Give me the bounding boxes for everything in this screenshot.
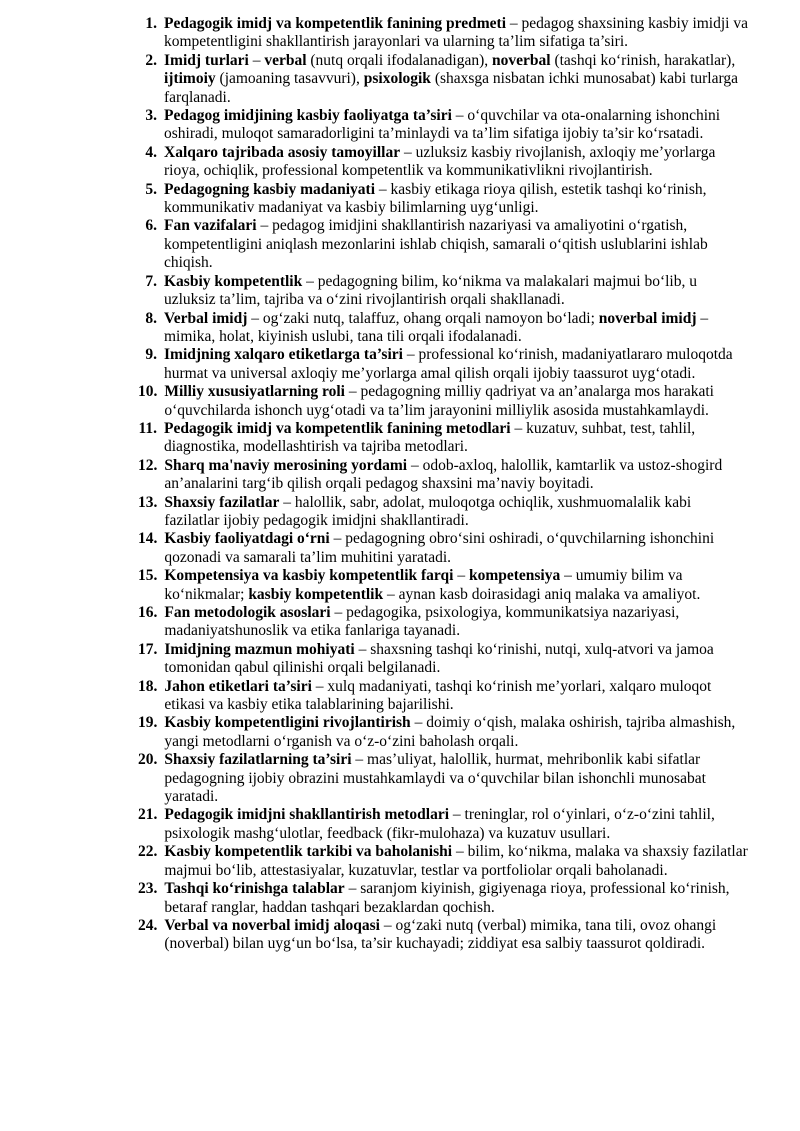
item-number: 17.	[138, 640, 158, 658]
item-text	[164, 714, 748, 751]
text-segment: – pedagog imidjini shakllantirish nazariyasi va amaliyotini oʻrgatish, kompetentligini aniqlash mezonlarini ishlab chiqish, samarali oʻqitish uslublarini ishlab chiqish.	[164, 217, 708, 272]
text-segment: (jamoaning tasavvuri),	[215, 70, 364, 88]
text-segment: – xulq madaniyati, tashqi koʻrinish me’yorlari, xalqaro muloqot etikasi va kasbiy etika talablarining bajarilishi.	[164, 677, 712, 714]
text-segment: – bilim, koʻnikma, malaka va shaxsiy fazilatlar majmui boʻlib, attestasiyalar, kuzatuvlar, testlar va portfoliolar orqali baholanadi.	[164, 843, 748, 879]
item-text	[164, 420, 748, 457]
text-segment: – halollik, sabr, adolat, muloqotga ochiqlik, xushmuomalalik kabi fazilatlar ijobiy pedagogik imidjni shakllantiradi.	[164, 493, 692, 529]
list-item	[138, 678, 748, 715]
term-bold: Fan vazifalari	[164, 217, 257, 235]
term-bold: Sharq ma'naviy merosining yordami	[164, 456, 408, 474]
text-segment: – ogʻzaki nutq, talaffuz, ohang orqali namoyon boʻladi;	[247, 309, 599, 327]
text-segment: – uzluksiz kasbiy rivojlanish, axloqiy me’yorlarga rioya, ochiqlik, professional kompetentlik va kommunikativlikni rivojlantirish.	[164, 143, 716, 180]
term-bold: Pedagogning kasbiy madaniyati	[164, 180, 376, 198]
term-bold: Imidj turlari	[164, 51, 249, 69]
item-number: 7.	[145, 272, 157, 290]
item-number: 12.	[138, 456, 158, 474]
text-segment: –	[453, 567, 469, 585]
text-segment: – pedagogning bilim, koʻnikma va malakalari majmui boʻlib, u uzluksiz ta’lim, tajriba va oʻzini rivojlantirish orqali shakllanadi.	[164, 272, 697, 309]
term-bold: Xalqaro tajribada asosiy tamoyillar	[164, 143, 401, 161]
item-text	[164, 494, 748, 531]
item-number: 8.	[145, 309, 157, 327]
item-text	[164, 383, 748, 420]
term-bold: Pedagogik imidjni shakllantirish metodlari	[164, 806, 450, 824]
item-number: 3.	[145, 107, 157, 125]
item-number: 23.	[138, 880, 158, 898]
term-bold: Tashqi koʻrinishga talablar	[164, 880, 345, 898]
item-text	[164, 107, 748, 144]
item-text	[164, 273, 748, 310]
item-text	[164, 457, 748, 494]
item-text	[164, 530, 748, 567]
term-bold: Verbal va noverbal imidj aloqasi	[164, 916, 380, 934]
list-item	[138, 217, 748, 272]
list-item	[138, 383, 748, 420]
text-segment: – shaxsning tashqi koʻrinishi, nutqi, xulq-atvori va jamoa tomonidan qabul qilinishi orqali belgilanadi.	[164, 640, 714, 677]
text-segment: (nutq orqali ifodalanadigan),	[306, 51, 493, 69]
term-bold: kasbiy kompetentlik	[248, 585, 384, 603]
item-number: 10.	[138, 383, 158, 401]
text-segment: – doimiy oʻqish, malaka oshirish, tajriba almashish, yangi metodlarni oʻrganish va oʻz-oʻzini baholash orqali.	[164, 714, 736, 750]
list-item	[138, 880, 748, 917]
term-bold: Shaxsiy fazilatlar	[164, 493, 280, 511]
item-text	[164, 843, 748, 880]
item-text	[164, 678, 748, 715]
term-bold: noverbal	[492, 51, 551, 69]
list-item	[138, 144, 748, 181]
term-bold: Kasbiy kompetentligini rivojlantirish	[164, 714, 411, 732]
term-bold: psixologik	[363, 70, 431, 88]
item-text	[164, 880, 748, 917]
item-text	[164, 15, 748, 52]
list-item	[138, 806, 748, 843]
text-segment: – pedagogning obroʻsini oshiradi, oʻquvchilarning ishonchini qozonadi va samarali ta’lim muhitini yaratadi.	[164, 530, 715, 566]
item-text	[164, 567, 748, 604]
list-item	[138, 751, 748, 806]
item-text	[164, 144, 748, 181]
item-text	[164, 751, 748, 806]
item-number: 19.	[138, 714, 158, 732]
list-item	[138, 273, 748, 310]
list-item	[138, 714, 748, 751]
list-item	[138, 843, 748, 880]
term-bold: Pedagogik imidj va kompetentlik fanining predmeti	[164, 15, 507, 32]
text-segment: – umumiy bilim va koʻnikmalar;	[164, 567, 683, 603]
term-bold: Milliy xususiyatlarning roli	[164, 383, 345, 401]
text-segment: – kasbiy etikaga rioya qilish, estetik tashqi koʻrinish, kommunikativ madaniyat va kasbiy bilimlarning uygʻunligi.	[164, 180, 707, 217]
term-bold: verbal	[264, 51, 307, 69]
list-item	[138, 181, 748, 218]
text-segment: – pedagogning milliy qadriyat va an’analarga mos harakati oʻquvchilarda ishonch uygʻotadi va ta’lim jarayonini milliylik asosida mustahkamlaydi.	[164, 383, 714, 419]
list-item	[138, 567, 748, 604]
text-segment: – odob-axloq, halollik, kamtarlik va ustoz-shogird an’analarini targʻib qilish orqali pedagog shaxsini ma’naviy boyitadi.	[164, 456, 723, 493]
term-bold: noverbal imidj	[598, 309, 697, 327]
item-number: 14.	[138, 530, 158, 548]
item-text	[164, 217, 748, 272]
term-bold: Kasbiy faoliyatdagi oʻrni	[164, 530, 330, 548]
item-number: 20.	[138, 751, 158, 769]
item-number: 22.	[138, 843, 158, 861]
list-item	[138, 346, 748, 383]
list-item	[138, 457, 748, 494]
item-number: 6.	[145, 217, 157, 235]
term-bold: Shaxsiy fazilatlarning ta’siri	[164, 751, 352, 769]
item-number: 24.	[138, 916, 158, 934]
item-number: 16.	[138, 604, 158, 621]
text-segment: – kuzatuv, suhbat, test, tahlil, diagnostika, modellashtirish va tajriba metodlari.	[164, 419, 696, 456]
item-text	[164, 604, 748, 641]
list-item	[138, 107, 748, 144]
item-text	[164, 181, 748, 218]
item-number: 18.	[138, 677, 158, 695]
list-item	[138, 917, 748, 954]
text-segment: – ogʻzaki nutq (verbal) mimika, tana tili, ovoz ohangi (noverbal) bilan uygʻun boʻlsa, ta’sir kuchayadi; ziddiyat esa salbiy taassurot qoldiradi.	[164, 916, 717, 953]
item-text	[164, 310, 748, 347]
item-number: 13.	[138, 493, 158, 511]
text-segment: – aynan kasb doirasidagi aniq malaka va amaliyot.	[383, 585, 701, 603]
term-bold: Imidjning xalqaro etiketlarga ta’siri	[164, 346, 403, 364]
term-bold: Kompetensiya va kasbiy kompetentlik farqi	[164, 567, 454, 585]
text-segment: – mimika, holat, kiyinish uslubi, tana tili orqali ifodalanadi.	[164, 309, 709, 345]
text-segment: – professional koʻrinish, madaniyatlararo muloqotda hurmat va universal axloqiy me’yorlarga amal qilish orqali ijobiy taassurot uygʻotadi.	[164, 346, 733, 382]
term-bold: kompetensiya	[468, 567, 561, 585]
term-bold: Imidjning mazmun mohiyati	[164, 640, 355, 658]
list-item	[138, 530, 748, 567]
text-segment: – oʻquvchilar va ota-onalarning ishonchini oshiradi, muloqot samaradorligini ta’minlaydi va ta’lim sifatiga ijobiy ta’sir koʻrsatadi.	[164, 107, 721, 143]
list-item	[138, 15, 748, 52]
list-item	[138, 604, 748, 641]
item-text	[164, 917, 748, 954]
term-bold: Kasbiy kompetentlik tarkibi va baholanishi	[164, 843, 453, 861]
text-segment: – mas’uliyat, halollik, hurmat, mehribonlik kabi sifatlar pedagogning ijobiy obrazini mustahkamlaydi va oʻquvchilar bilan ishonchli munosabat yaratadi.	[164, 751, 706, 806]
text-segment: (tashqi koʻrinish, harakatlar),	[550, 51, 736, 69]
list-item	[138, 310, 748, 347]
item-number: 1.	[145, 15, 157, 32]
text-segment: –	[248, 51, 265, 69]
term-bold: Kasbiy kompetentlik	[164, 272, 303, 290]
text-segment: – saranjom kiyinish, gigiyenaga rioya, professional koʻrinish, betaraf ranglar, haddan tashqari bezaklardan qochish.	[164, 880, 730, 916]
text-segment: – pedagogika, psixologiya, kommunikatsiya nazariyasi, madaniyatshunoslik va etika fanlariga tayanadi.	[164, 604, 680, 640]
list-item	[138, 494, 748, 531]
item-number: 15.	[138, 567, 158, 585]
text-segment: (shaxsga nisbatan ichki munosabat) kabi turlarga farqlanadi.	[164, 70, 738, 106]
list-item	[138, 52, 748, 107]
item-number: 11.	[138, 419, 157, 437]
text-segment: – pedagog shaxsining kasbiy imidji va kompetentligini shakllantirish jarayonlari va ularning ta’lim sifatiga ta’siri.	[164, 15, 748, 51]
term-bold: Jahon etiketlari ta’siri	[164, 677, 312, 695]
item-number: 5.	[145, 180, 157, 198]
item-text	[164, 346, 748, 383]
term-bold: Pedagogik imidj va kompetentlik fanining metodlari	[164, 419, 511, 437]
item-number: 21.	[138, 806, 158, 824]
item-text	[164, 641, 748, 678]
term-bold: Fan metodologik asoslari	[164, 604, 331, 621]
item-text	[164, 806, 748, 843]
list-item	[138, 641, 748, 678]
numbered-list	[138, 15, 748, 954]
item-number: 9.	[145, 346, 157, 364]
term-bold: Verbal imidj	[164, 309, 248, 327]
item-text	[164, 52, 748, 107]
term-bold: Pedagog imidjining kasbiy faoliyatga ta’siri	[164, 107, 452, 125]
item-number: 4.	[145, 143, 157, 161]
list-item	[138, 420, 748, 457]
item-number: 2.	[145, 51, 157, 69]
text-segment: – treninglar, rol oʻyinlari, oʻz-oʻzini tahlil, psixologik mashgʻulotlar, feedback (fikr-mulohaza) va kuzatuv usullari.	[164, 806, 715, 842]
term-bold: ijtimoiy	[164, 70, 216, 88]
